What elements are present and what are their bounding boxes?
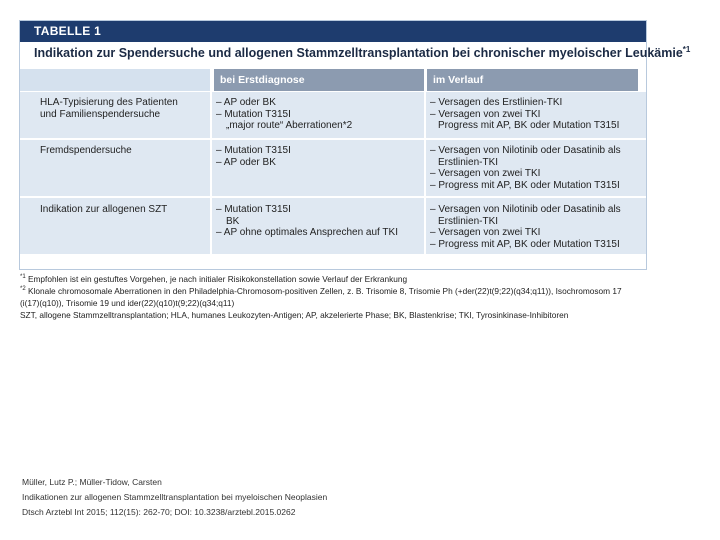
text-line: Progress mit AP, BK oder Mutation T315I xyxy=(438,120,620,132)
footnote-text: Klonale chromosomale Aberrationen in den Philadelphia-Chromosom-positiven Zellen, z. B. Trisomie 8, Trisomie Ph (+der(22)t(9;22)(q34;q11)), Isochromosom 17 xyxy=(27,286,622,296)
text-line: Indikation zur allogenen SZT xyxy=(40,204,168,215)
table-header-row xyxy=(20,69,646,91)
table-heading-footnote-mark: *1 xyxy=(682,45,691,54)
row-indication xyxy=(40,204,167,216)
row-verlauf xyxy=(430,97,619,132)
citation-title: Indikationen zur allogenen Stammzelltransplantation bei myeloischen Neoplasien xyxy=(22,492,328,502)
table-row xyxy=(20,198,646,254)
text-line: Erstlinien-TKI xyxy=(438,156,499,168)
footnote-text: (i(17)(q10)), Trisomie 19 und ider(22)(q10)t(9;22)(q34;q11) xyxy=(20,298,235,308)
abbreviations xyxy=(20,310,568,320)
table-heading xyxy=(34,45,691,61)
text-line: „major route“ Aberrationen*2 xyxy=(226,120,353,132)
header-empty-cell xyxy=(20,69,210,91)
row-verlauf xyxy=(430,204,621,250)
text-line: – Versagen des Erstlinien-TKI xyxy=(430,97,563,108)
text-line: – Mutation T315I xyxy=(216,204,291,215)
row-indication xyxy=(40,145,132,157)
citation-authors: Müller, Lutz P.; Müller-Tidow, Carsten xyxy=(22,477,162,487)
table-label: TABELLE 1 xyxy=(20,21,646,42)
text-line: – Versagen von zwei TKI xyxy=(430,227,541,239)
text-line: – Mutation T315I xyxy=(216,108,291,120)
table-row xyxy=(20,92,646,138)
footnote xyxy=(20,274,407,284)
text-line: BK xyxy=(226,215,240,227)
column-divider xyxy=(210,140,212,196)
text-line: – Versagen von Nilotinib oder Dasatinib als xyxy=(430,145,621,156)
column-divider xyxy=(210,198,212,254)
footnote xyxy=(20,286,622,296)
table-heading-text: Indikation zur Spendersuche und allogenen Stammzelltransplantation bei chronischer myeloischer Leukämie xyxy=(34,46,683,61)
abbreviations-text: SZT, allogene Stammzelltransplantation; HLA, humanes Leukozyten-Antigen; AP, akzelerierte Phase; BK, Blastenkrise; TKI, Tyrosinkinase-Inhibitoren xyxy=(20,310,569,320)
text-line: HLA-Typisierung des Patienten xyxy=(40,97,178,108)
text-line: – AP oder BK xyxy=(216,97,276,108)
text-line: – AP ohne optimales Ansprechen auf TKI xyxy=(216,227,398,239)
table-frame xyxy=(19,20,691,270)
text-line: – Progress mit AP, BK oder Mutation T315I xyxy=(430,179,620,191)
row-indication xyxy=(40,97,178,120)
column-header-verlauf: im Verlauf xyxy=(427,69,638,91)
footnote-mark: *1 xyxy=(20,274,26,281)
text-line: – Versagen von zwei TKI xyxy=(430,108,541,120)
text-line: – Mutation T315I xyxy=(216,145,291,156)
text-line: und Familienspendersuche xyxy=(40,108,161,120)
column-header-erstdiagnose: bei Erstdiagnose xyxy=(214,69,424,91)
row-verlauf xyxy=(430,145,621,191)
column-divider xyxy=(424,92,426,138)
text-line: Erstlinien-TKI xyxy=(438,215,499,227)
row-erstdiagnose xyxy=(216,204,398,239)
table-row xyxy=(20,140,646,196)
footnote-text: Empfohlen ist ein gestuftes Vorgehen, je nach initialer Risikokonstellation sowie Verlauf der Erkrankung xyxy=(27,274,408,284)
text-line: – Versagen von zwei TKI xyxy=(430,168,541,180)
column-divider xyxy=(424,140,426,196)
row-erstdiagnose xyxy=(216,145,291,168)
footnote-mark: *2 xyxy=(20,286,26,293)
text-line: Fremdspendersuche xyxy=(40,145,132,156)
text-line: – Versagen von Nilotinib oder Dasatinib als xyxy=(430,204,621,215)
footnote xyxy=(20,298,234,308)
column-divider xyxy=(210,92,212,138)
text-line: – AP oder BK xyxy=(216,156,276,168)
text-line: – Progress mit AP, BK oder Mutation T315I xyxy=(430,238,620,250)
column-divider xyxy=(424,198,426,254)
citation-source: Dtsch Arztebl Int 2015; 112(15): 262-70; DOI: 10.3238/arztebl.2015.0262 xyxy=(22,507,296,517)
row-erstdiagnose xyxy=(216,97,352,132)
